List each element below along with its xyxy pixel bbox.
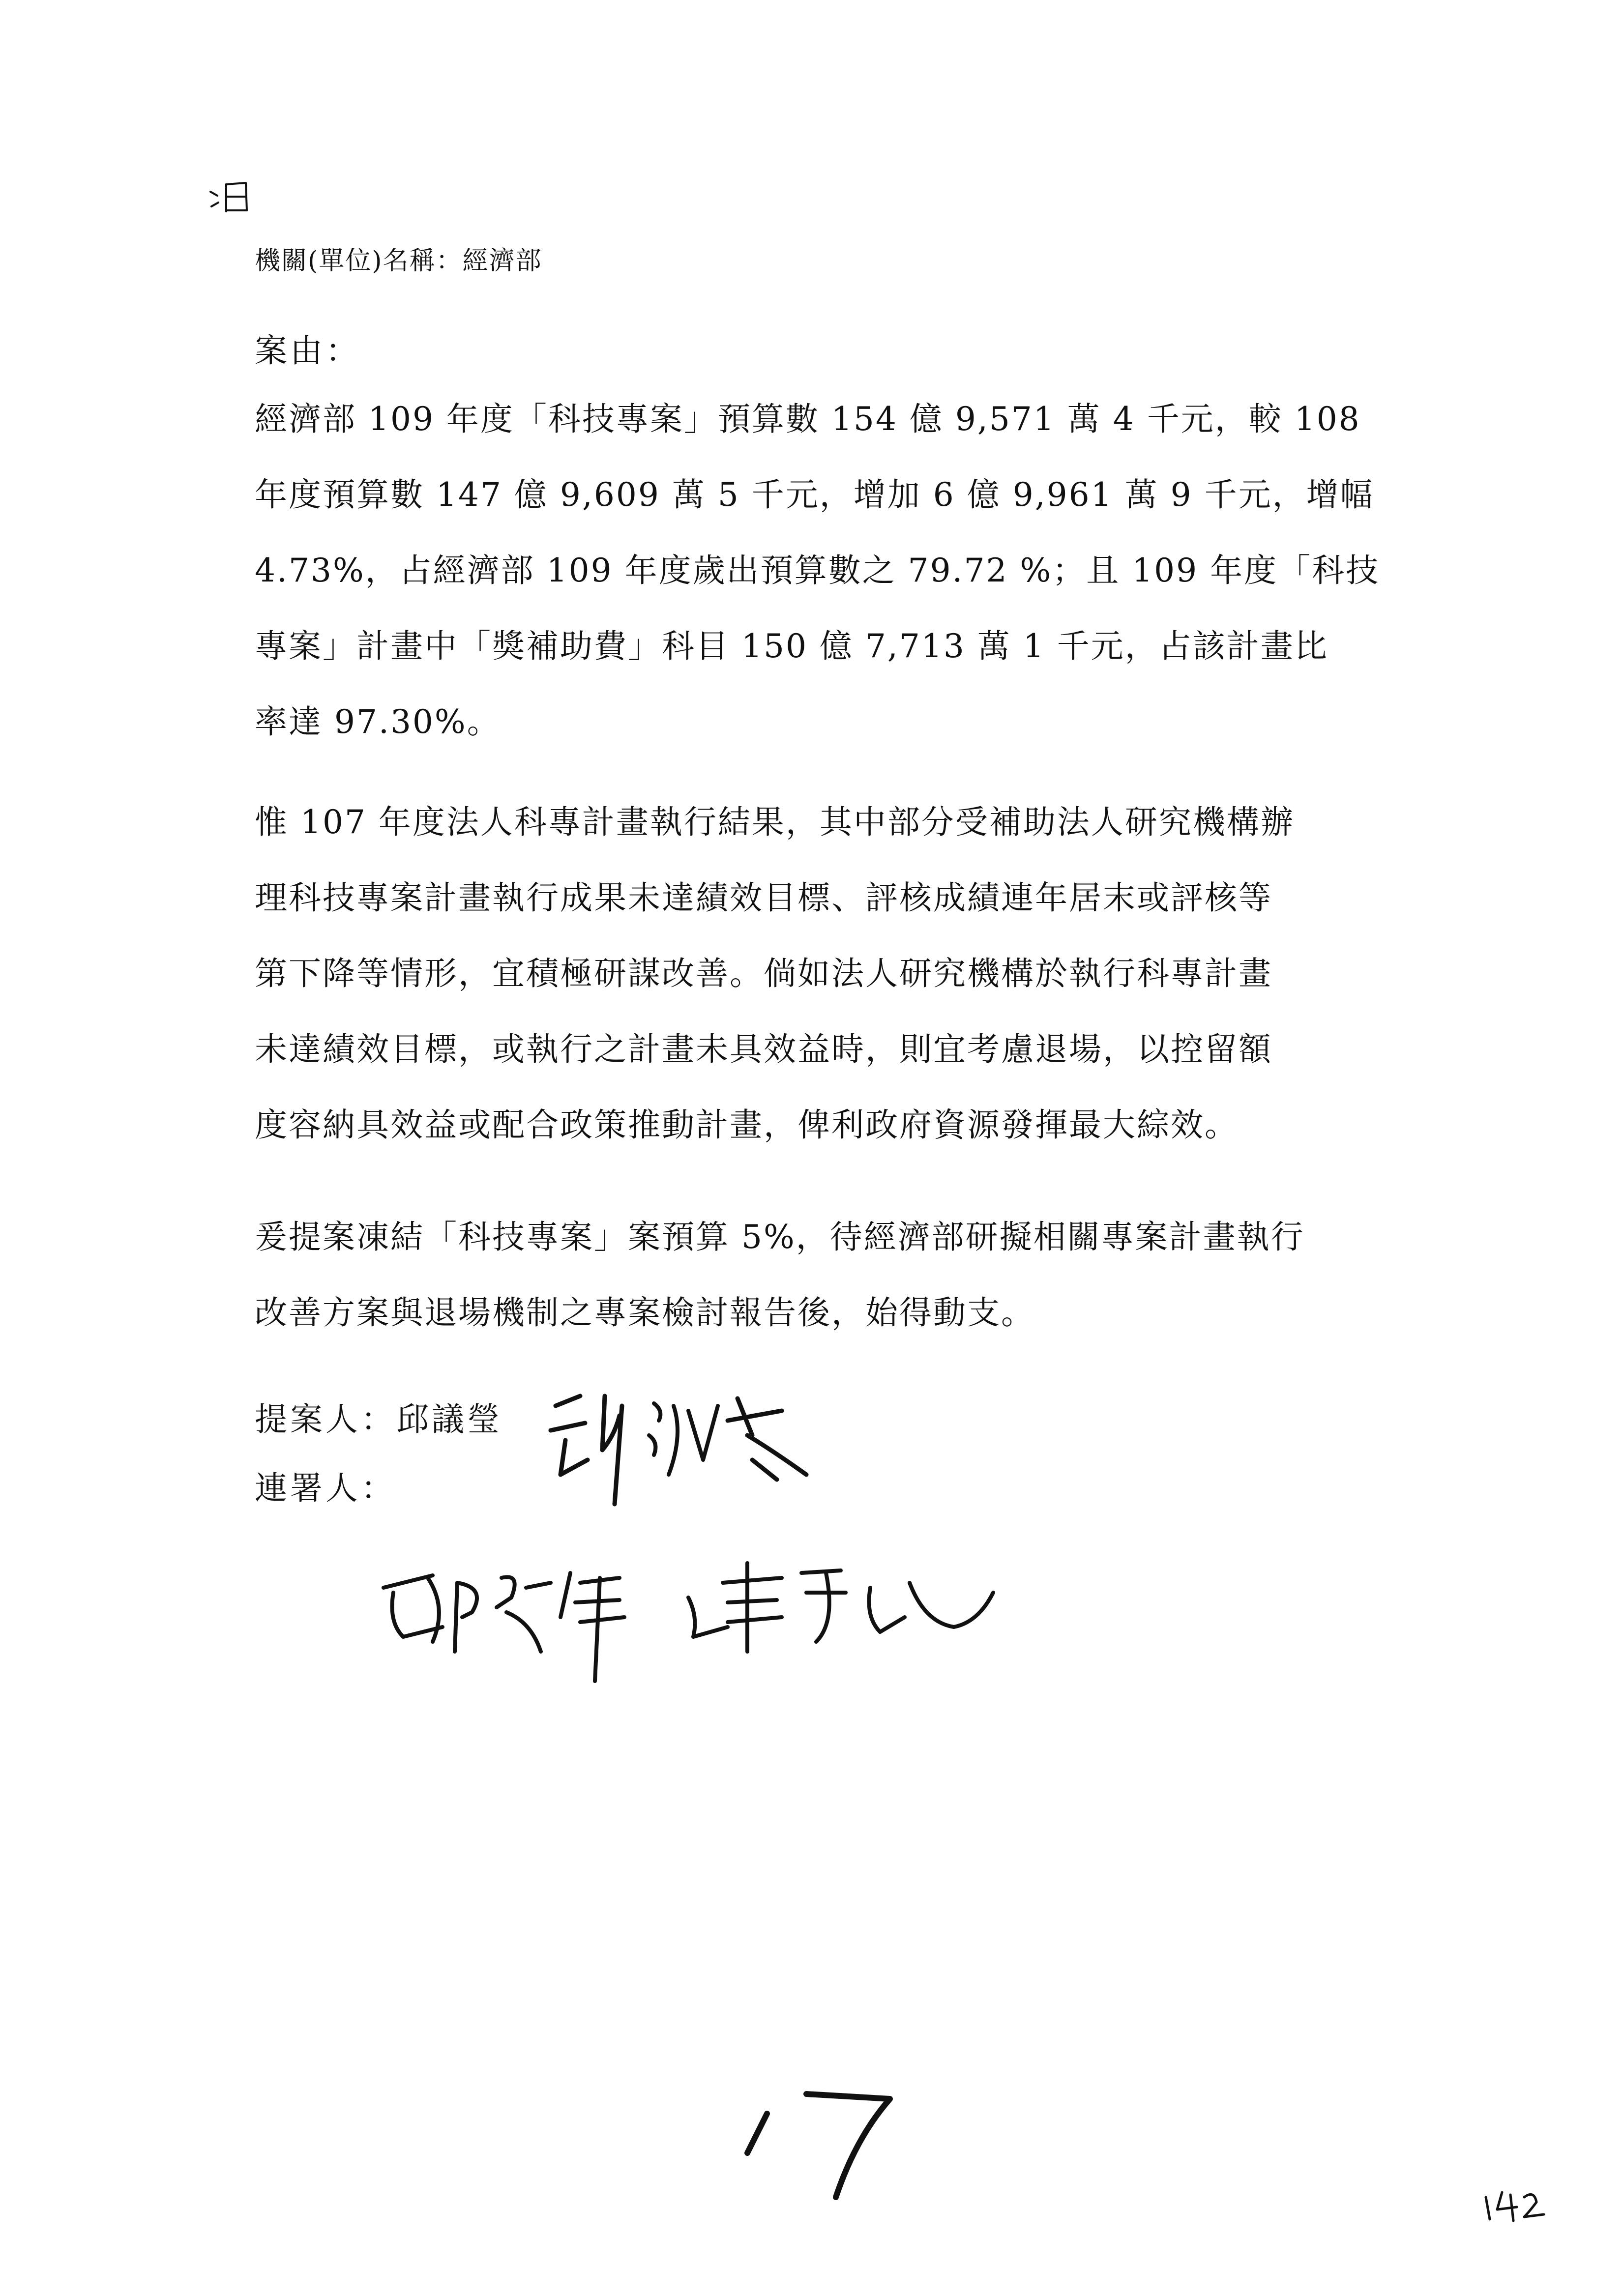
text-line: 經濟部 109 年度「科技專案」預算數 154 億 9,571 萬 4 千元，較 108 <box>255 400 1361 438</box>
handwritten-corner-mark <box>207 172 266 221</box>
text-line: 惟 107 年度法人科專計畫執行結果，其中部分受補助法人研究機構辦 <box>255 803 1295 841</box>
cosigner-label: 連署人： <box>255 1469 396 1507</box>
text-line: 第下降等情形，宜積極研謀改善。倘如法人研究機構於執行科專計畫 <box>255 955 1272 992</box>
case-heading: 案由： <box>255 332 361 370</box>
handwritten-page-number <box>1480 2182 1549 2227</box>
text-line: 年度預算數 147 億 9,609 萬 5 千元，增加 6 億 9,961 萬 9 千元，增幅 <box>255 476 1374 514</box>
cosigner-signature-2 <box>679 1543 1003 1661</box>
proposer-label: 提案人：邱議瑩 <box>255 1400 502 1438</box>
paragraph-performance <box>255 785 1386 1163</box>
text-line: 4.73%，占經濟部 109 年度歲出預算數之 79.72 %；且 109 年度「科技 <box>255 552 1380 589</box>
paragraph-freeze-proposal <box>255 1199 1386 1351</box>
paragraph-budget <box>255 381 1386 760</box>
text-line: 未達績效目標，或執行之計畫未具效益時，則宜考慮退場，以控留額 <box>255 1030 1272 1068</box>
text-line: 爰提案凍結「科技專案」案預算 5%，待經濟部研擬相關專案計畫執行 <box>255 1218 1305 1256</box>
proposer-signature <box>541 1376 816 1534</box>
handwritten-number-mark <box>738 2079 915 2207</box>
cosigner-signature-1 <box>374 1553 659 1701</box>
text-line: 率達 97.30%。 <box>255 703 501 741</box>
text-line: 改善方案與退場機制之專案檢討報告後，始得動支。 <box>255 1294 1035 1332</box>
agency-line: 機關(單位)名稱：經濟部 <box>255 246 542 276</box>
text-line: 理科技專案計畫執行成果未達績效目標、評核成績連年居末或評核等 <box>255 879 1272 917</box>
text-line: 度容納具效益或配合政策推動計畫，俾利政府資源發揮最大綜效。 <box>255 1106 1239 1144</box>
text-line: 專案」計畫中「獎補助費」科目 150 億 7,713 萬 1 千元，占該計畫比 <box>255 627 1329 665</box>
